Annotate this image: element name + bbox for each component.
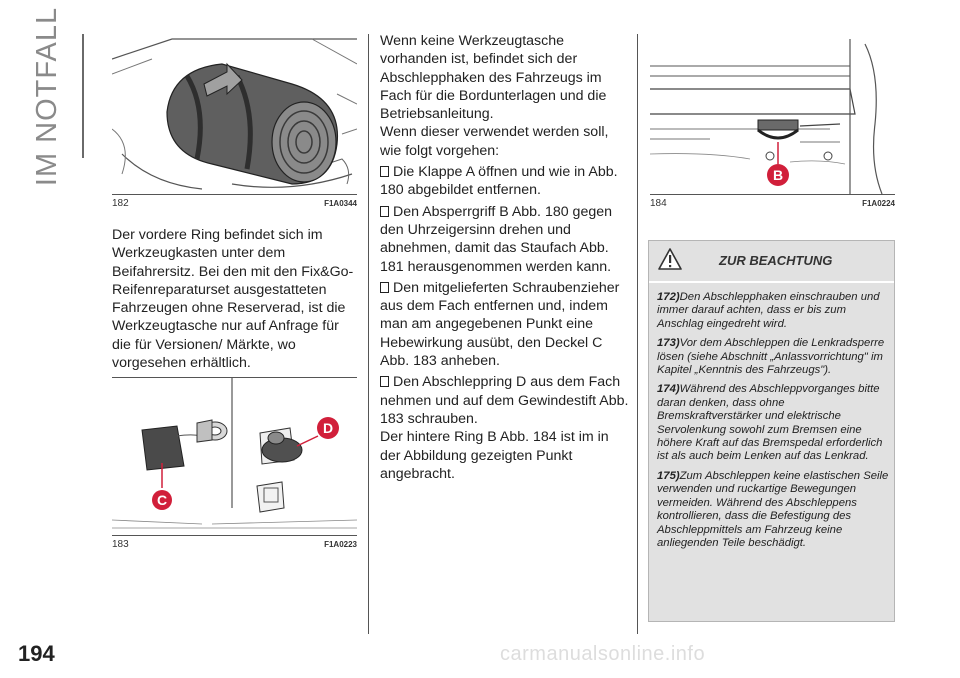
figure-184-caption-rule <box>650 194 895 195</box>
warning-box <box>648 240 895 622</box>
step-2-text: Den Absperrgriff B Abb. 180 gegen den Uhrzeigersinn drehen und abnehmen, damit das Staufach Abb. 181 herausgenommen werden kann. <box>380 203 613 275</box>
warning-note-173-text: Vor dem Abschleppen die Lenkradsperre lösen (siehe Abschnitt „Anlassvorrichtung" im Kapitel „Kenntnis des Fahrzeugs"). <box>657 337 885 377</box>
warning-note-173 <box>657 337 890 377</box>
step-4-text: Den Abschleppring D aus dem Fach nehmen und auf dem Gewindestift Abb. 183 schrauben. <box>380 374 629 427</box>
figure-184 <box>650 34 895 194</box>
warning-note-172 <box>657 291 890 331</box>
figure-182 <box>112 34 357 194</box>
warning-title: ZUR BEACHTUNG <box>719 253 833 268</box>
step-3-text: Den mitgelieferten Schraubenzieher aus dem Fach entfernen und, indem man am angegebenen Punkt eine Hebewirkung ausübt, den Deckel C Abb. 183 anheben. <box>380 279 620 370</box>
column-1-paragraph: Der vordere Ring befindet sich im Werkzeugkasten unter dem Beifahrersitz. Bei den mit den Fix&Go-Reifenreparaturset ausgestatteten Fahrzeugen ohne Reserverad, ist die Werkzeugtasche nur auf Anfrage für die für Versionen/ Märkte, wo vorgesehen erhältlich. <box>112 227 354 372</box>
figure-182-illustration <box>112 34 357 194</box>
figure-184-caption <box>650 198 895 212</box>
column-1-text <box>112 226 360 372</box>
figure-183-code: F1A0223 <box>324 540 357 549</box>
page-number: 194 <box>18 641 55 666</box>
warning-note-175 <box>657 470 890 550</box>
step-4 <box>380 373 630 428</box>
checkbox-bullet-icon <box>380 206 389 217</box>
figure-183-label-d: D <box>322 420 334 436</box>
warning-note-175-text: Zum Abschleppen keine elastischen Seile verwenden und ruckartige Bewegungen vermeiden. Während des Abschleppens kontrollieren, dass die Befestigung des Abschleppmittels am Fahrzeug keine anliegenden Teile beschädigt. <box>657 469 889 549</box>
figure-183-caption <box>112 539 357 553</box>
step-2 <box>380 203 630 276</box>
warning-note-174 <box>657 383 890 463</box>
figure-183-label-c: C <box>156 492 168 508</box>
column-divider-2 <box>637 34 638 634</box>
figure-183 <box>112 378 357 534</box>
figure-184-number: 184 <box>650 198 667 209</box>
column-2-intro: Wenn keine Werkzeugtasche vorhanden ist, befindet sich der Abschlepphaken des Fahrzeugs im Fach für die Bordunterlagen und die Betriebsanleitung. <box>380 33 607 123</box>
figure-184-code: F1A0224 <box>862 199 895 208</box>
step-1 <box>380 163 630 200</box>
warning-separator <box>649 281 894 283</box>
figure-182-caption-rule <box>112 194 357 195</box>
warning-note-174-num: 174) <box>657 383 680 396</box>
section-title <box>22 6 74 187</box>
warning-header <box>649 241 894 281</box>
checkbox-bullet-icon <box>380 166 389 177</box>
figure-182-code: F1A0344 <box>324 199 357 208</box>
column-2-intro-2: Wenn dieser verwendet werden soll, wie folgt vorgehen: <box>380 124 609 159</box>
checkbox-bullet-icon <box>380 376 389 387</box>
step-3 <box>380 279 630 370</box>
column-2-text <box>380 32 630 483</box>
figure-182-caption <box>112 198 357 212</box>
warning-body <box>657 291 890 556</box>
section-title-text: IM NOTFALL <box>31 6 64 187</box>
figure-184-label-b: B <box>772 167 784 183</box>
warning-note-172-num: 172) <box>657 291 680 303</box>
column-2-outro: Der hintere Ring B Abb. 184 ist im in der Abbildung gezeigten Punkt angebracht. <box>380 429 609 482</box>
warning-note-172-text: Den Abschlepphaken einschrauben und immer darauf achten, dass er bis zum Anschlag eingedreht wird. <box>657 291 880 330</box>
column-divider-1 <box>368 34 369 634</box>
warning-note-174-text: Während des Abschleppvorganges bitte daran denken, dass ohne Bremskraftverstärker und elektrische Servolenkung sowohl zum Bremsen eine höhere Kraft auf das Bremspedal erforderlich ist als auch beim Lenken auf das Lenkrad. <box>657 383 883 463</box>
warning-note-175-num: 175) <box>657 469 680 482</box>
figure-182-number: 182 <box>112 198 129 209</box>
warning-note-173-num: 173) <box>657 337 680 350</box>
watermark: carmanualsonline.info <box>500 643 706 665</box>
step-1-text: Die Klappe A öffnen und wie in Abb. 180 abgebildet entfernen. <box>380 164 618 199</box>
warning-triangle-icon <box>657 247 683 271</box>
figure-184-illustration <box>650 34 895 194</box>
figure-183-caption-rule <box>112 535 357 536</box>
figure-183-number: 183 <box>112 539 129 550</box>
figure-183-illustration <box>112 378 357 534</box>
checkbox-bullet-icon <box>380 282 389 293</box>
section-bar <box>82 34 84 158</box>
